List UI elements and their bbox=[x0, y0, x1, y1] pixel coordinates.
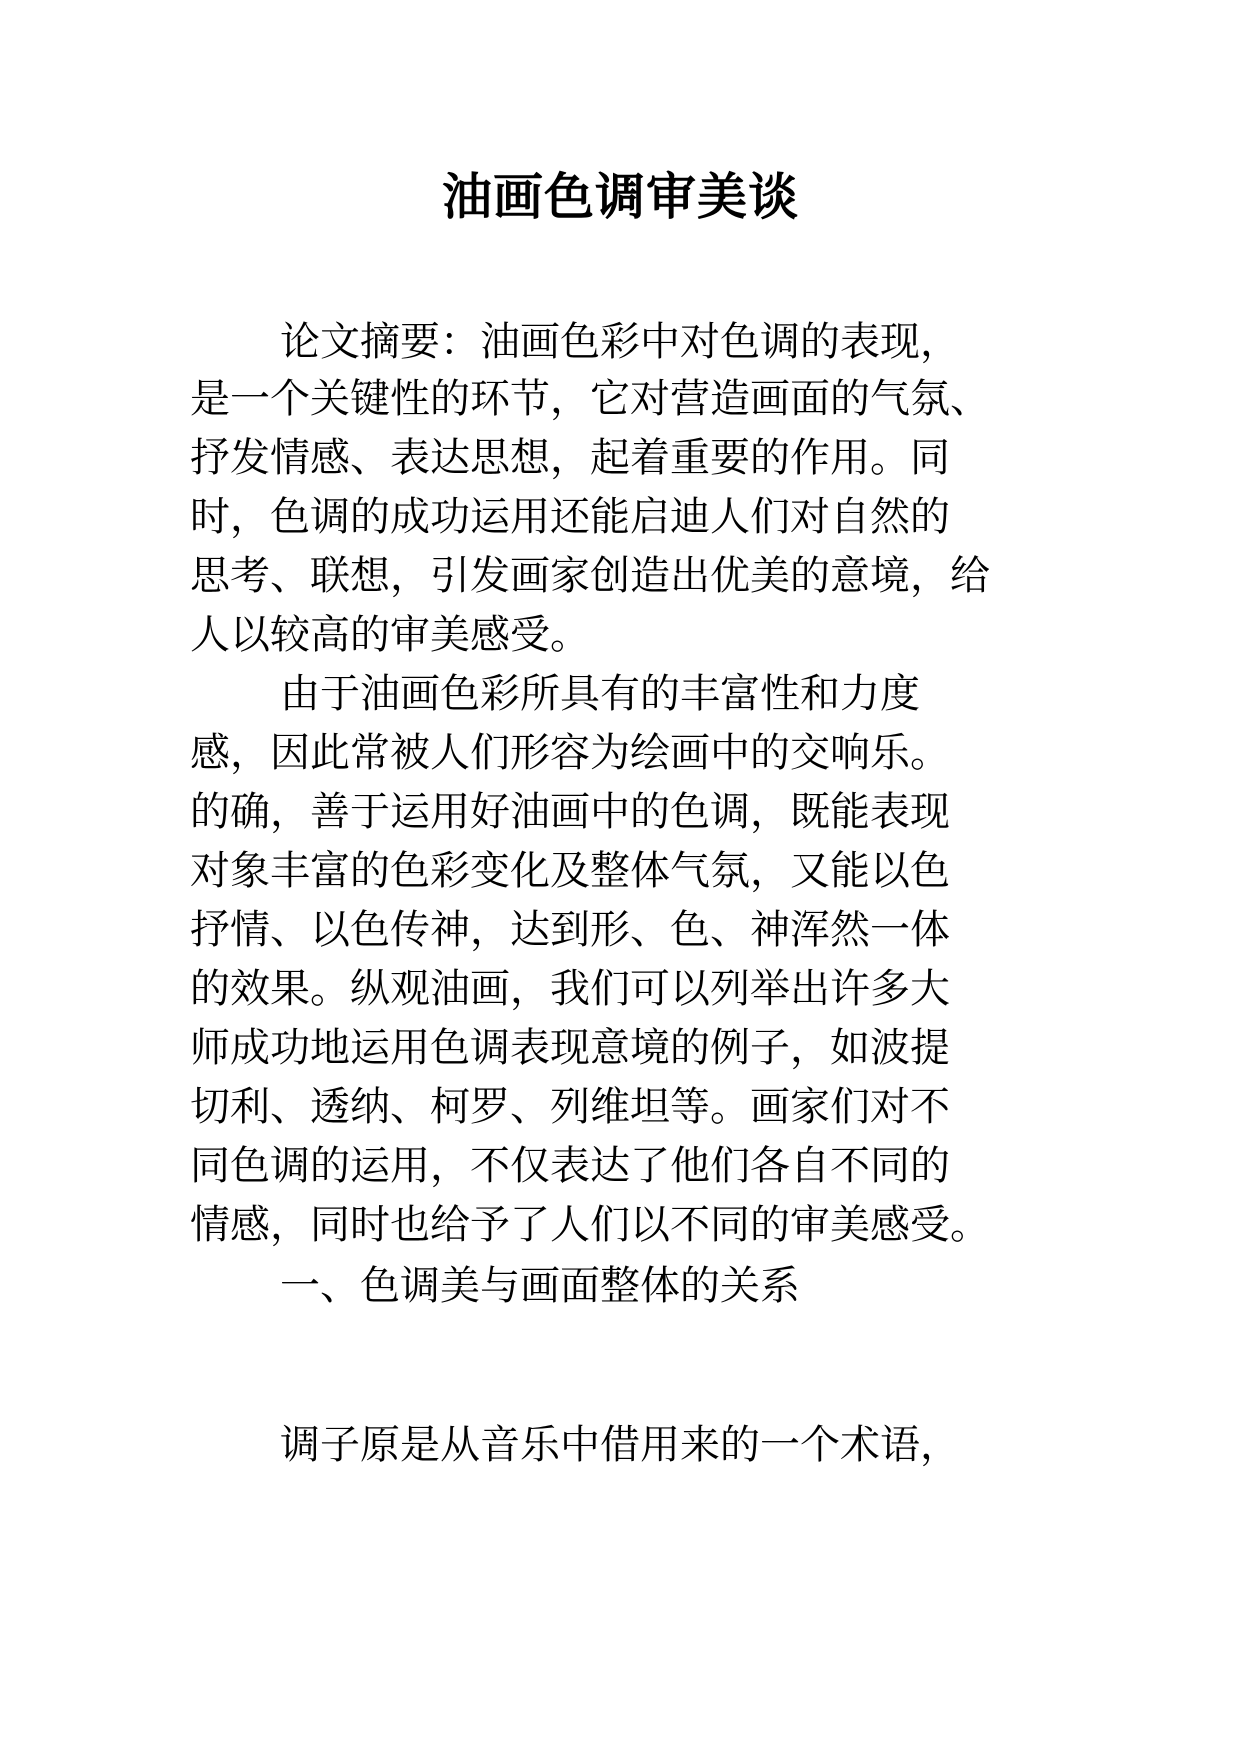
paragraph-line-7: 师成功地运用色调表现意境的例子，如波提 bbox=[190, 1025, 950, 1071]
paragraph-line-10: 情感，同时也给予了人们以不同的审美感受。 bbox=[190, 1202, 990, 1248]
paragraph-line-1: 由于油画色彩所具有的丰富性和力度 bbox=[280, 671, 920, 717]
paragraph-line-5: 抒情、以色传神，达到形、色、神浑然一体 bbox=[190, 907, 950, 953]
abstract-line-3: 抒发情感、表达思想，起着重要的作用。同 bbox=[190, 435, 950, 481]
paragraph-line-6: 的效果。纵观油画，我们可以列举出许多大 bbox=[190, 966, 950, 1012]
section-heading-1: 一、色调美与画面整体的关系 bbox=[280, 1263, 800, 1309]
paragraph-line-9: 同色调的运用，不仅表达了他们各自不同的 bbox=[190, 1143, 950, 1189]
section-paragraph-line-1: 调子原是从音乐中借用来的一个术语， bbox=[280, 1422, 960, 1468]
paragraph-line-8: 切利、透纳、柯罗、列维坦等。画家们对不 bbox=[190, 1084, 950, 1130]
abstract-line-2: 是一个关键性的环节，它对营造画面的气氛、 bbox=[190, 376, 990, 422]
abstract-line-6: 人以较高的审美感受。 bbox=[190, 612, 590, 658]
paragraph-line-4: 对象丰富的色彩变化及整体气氛，又能以色 bbox=[190, 848, 950, 894]
document-title: 油画色调审美谈 bbox=[442, 167, 799, 226]
abstract-line-4: 时，色调的成功运用还能启迪人们对自然的 bbox=[190, 494, 950, 540]
abstract-line-5: 思考、联想，引发画家创造出优美的意境，给 bbox=[190, 553, 990, 599]
abstract-line-1: 论文摘要：油画色彩中对色调的表现， bbox=[280, 319, 960, 365]
paragraph-line-2: 感，因此常被人们形容为绘画中的交响乐。 bbox=[190, 730, 950, 776]
paragraph-line-3: 的确，善于运用好油画中的色调，既能表现 bbox=[190, 789, 950, 835]
